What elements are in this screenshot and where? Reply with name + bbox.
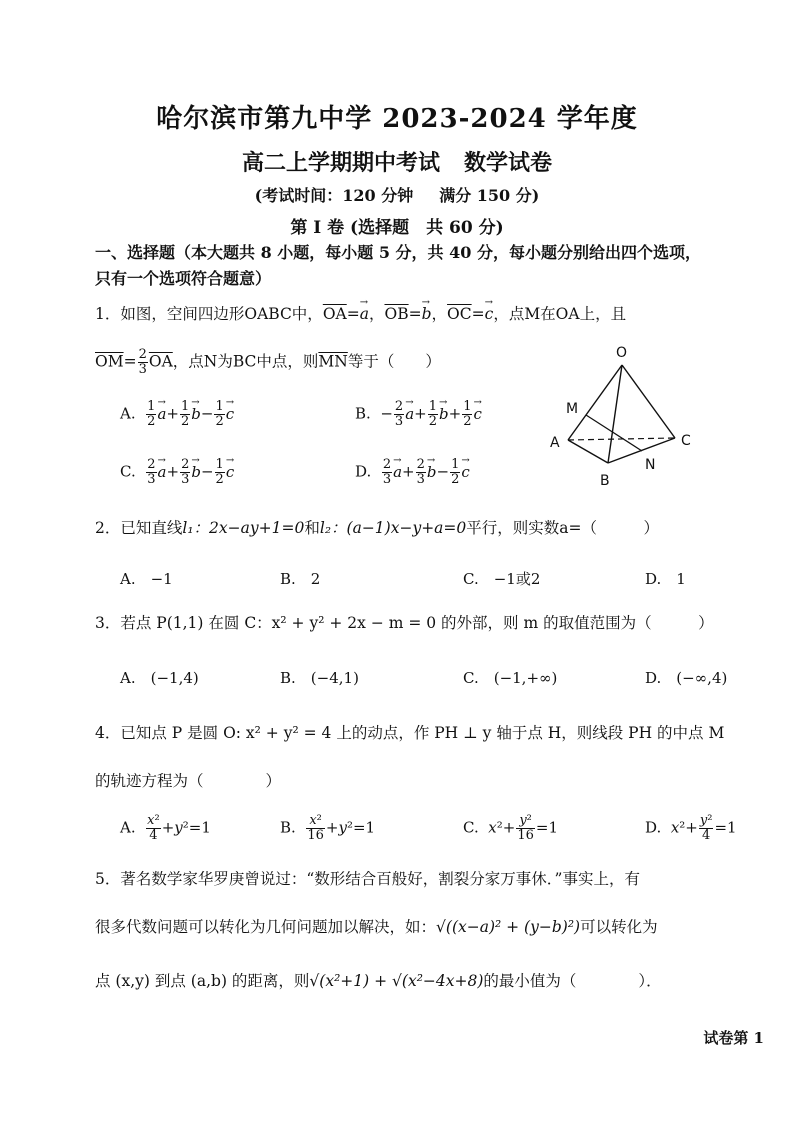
question-2: 2．已知直线l₁：2x−ay+1=0和l₂：(a−1)x−y+a=0平行，则实数a=（ ） (95, 519, 660, 537)
exam-title: 哈尔滨市第九中学 2023-2024 学年度 (156, 104, 638, 134)
q2-line-l1: l₁：2x−ay+1=0 (182, 519, 305, 537)
vec-om: $\overline{OM}$ (95, 352, 124, 371)
q2-line-l2: l₂：(a−1)x−y+a=0 (319, 519, 467, 537)
question-4-line1: 4．已知点 P 是圆 O: x² + y² = 4 上的动点，作 PH ⊥ y 轴于点 H，则线段 PH 的中点 M (95, 724, 725, 742)
label-c: C (681, 433, 691, 449)
q3-option-b[interactable]: B. (−4,1) (280, 669, 359, 687)
question-5-line1: 5．著名数学家华罗庚曾说过：“数形结合百般好，割裂分家万事休．”事实上，有 (95, 870, 640, 888)
tetrahedron-figure (540, 335, 710, 495)
exam-subtitle (0, 146, 794, 177)
vec-oc: $\overline{OC}$ (447, 305, 472, 323)
exam-subtitle-right: 数学试卷 (464, 150, 553, 176)
section-heading-line2: 只有一个选项符合题意） (95, 269, 272, 288)
question-3: 3．若点 P(1,1) 在圆 C：x² + y² + 2x − m = 0 的外部，则 m 的取值范围为（ ） (95, 614, 714, 632)
q4-option-b[interactable]: B. $\frac{\text{x²}}{16}$ +y²=1 (280, 813, 376, 843)
q3-option-a[interactable]: A. (−1,4) (120, 669, 199, 687)
exam-time: (考试时间：120 分钟 (254, 186, 414, 205)
label-b: B (600, 473, 610, 489)
q1-option-c[interactable]: C. $\frac{2}{3}$ → a+ $\frac{2}{3}$ → b− $\frac{1}{2}$ → c (120, 458, 234, 487)
part-heading: 第 I 卷 (选择题 共 60 分) (290, 218, 504, 238)
question-5-line3: 点 (x,y) 到点 (a,b) 的距离，则√(x²+1) + √(x²−4x+8)的最小值为（ ）． (95, 972, 662, 990)
label-m: M (566, 401, 579, 417)
q1-option-b[interactable]: B. − $\frac{2}{3}$ → a+ $\frac{1}{2}$ → b+ $\frac{1}{2}$ → c (355, 400, 482, 429)
q2-option-a[interactable]: A. −1 (120, 570, 173, 588)
label-a: A (550, 435, 560, 451)
q2-option-c[interactable]: C. −1或2 (463, 570, 541, 588)
q1-option-a[interactable]: A. $\frac{1}{2}$ → a+ $\frac{1}{2}$ → b− $\frac{1}{2}$ → c (120, 400, 234, 429)
q3-option-c[interactable]: C. (−1,+∞) (463, 669, 558, 687)
vec-mn: $\overline{MN}$ (318, 352, 348, 371)
q1-option-d[interactable]: D. $\frac{2}{3}$ → a+ $\frac{2}{3}$ → b− $\frac{1}{2}$ → c (355, 458, 470, 487)
page-footer: 试卷第 1 (703, 1029, 764, 1047)
label-n: N (645, 457, 656, 473)
q3-option-d[interactable]: D. (−∞,4) (645, 669, 728, 687)
q4-option-a[interactable]: A. $\frac{\text{x²}}{4}$ +y²=1 (120, 813, 211, 843)
vec-oa: $\overline{OA}$ (322, 305, 347, 323)
q2-option-d[interactable]: D. 1 (645, 570, 686, 588)
q4-option-c[interactable]: C. x²+ $\frac{\text{y²}}{16}$ =1 (463, 813, 558, 843)
section-heading-line1: 一、选择题（本大题共 8 小题，每小题 5 分，共 40 分，每小题分别给出四个选项， (95, 243, 701, 262)
label-o: O (616, 345, 628, 361)
exam-time-score (0, 183, 794, 206)
q5-distance-expression: √((x−a)² + (y−b)²) (436, 918, 581, 936)
edge-ob (608, 365, 622, 463)
edge-oc (622, 365, 675, 438)
question-5-line2: 很多代数问题可以转化为几何问题加以解决，如：√((x−a)² + (y−b)²)可以转化为 (95, 918, 658, 936)
q1-end: 等于（ ） (347, 352, 441, 371)
q4-option-d[interactable]: D. x²+ $\frac{\text{y²}}{4}$ =1 (645, 813, 737, 843)
question-1-line1: 1．如图，空间四边形OABC中，$\overline{OA}=\to a$，$\overline{OB}=\to b$，$\overline{OC}=\to c$，点M在OA上，且 (95, 303, 626, 325)
q5-target-expression: √(x²+1) + √(x²−4x+8) (309, 972, 484, 990)
q1-tail: ，点M在OA上，且 (493, 305, 627, 323)
q2-option-b[interactable]: B. 2 (280, 570, 321, 588)
exam-subtitle-left: 高二上学期期中考试 (241, 150, 440, 176)
question-4-line2: 的轨迹方程为（ ） (95, 772, 282, 790)
question-1-line2: $\overline{OM}=$ $\frac{2}{3}$ $\overline{OA}$，点N为BC中点，则$\overline{MN}$等于（ ） (95, 347, 441, 377)
vec-ob: $\overline{OB}$ (384, 305, 409, 323)
q1-number: 1．如图，空间四边形OABC中， (95, 305, 323, 323)
q1-mid: ，点N为BC中点，则 (172, 352, 319, 371)
exam-score: 满分 150 分) (439, 186, 540, 205)
edge-ab (568, 440, 608, 463)
